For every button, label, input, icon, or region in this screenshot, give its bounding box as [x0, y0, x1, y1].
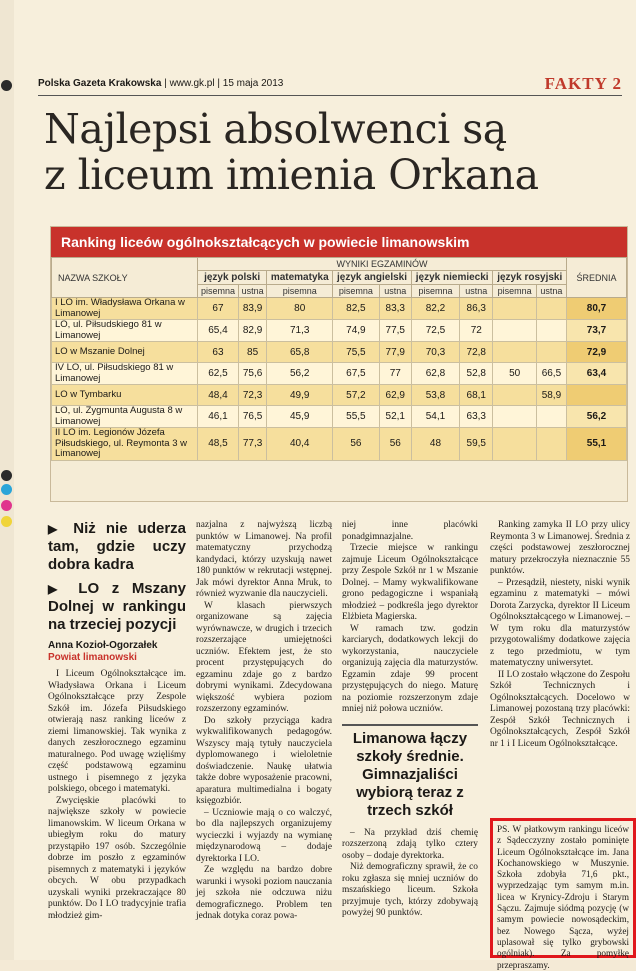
- score-cell: 58,9: [536, 385, 566, 406]
- publication-website: www.gk.pl: [169, 78, 215, 89]
- paragraph: W ramach tzw. godzin karciarych, dodatkowych lekcji do wykorzystania, nauczyciele organizują zajęcia dla maturzystów. Egzamin zdaje 99 procent przystępujących do niego. Maturę na poziomie rozszerzonym zdaje mniej niż połowa uczniów.: [342, 623, 478, 714]
- subject-header: język angielski: [333, 271, 412, 285]
- masthead: Polska Gazeta Krakowska | www.gk.pl | 15 maja 2013 FAKTY 2: [38, 78, 622, 96]
- sub-header-written: pisemna: [333, 285, 379, 298]
- score-cell: [536, 428, 566, 461]
- school-name-cell: LO, ul. Piłsudskiego 81 w Limanowej: [52, 320, 198, 342]
- score-cell: 83,9: [238, 298, 266, 320]
- subheading-2-text: LO z Mszany Dolnej w rankingu na trzeciej pozycji: [48, 580, 186, 633]
- author-name: Anna Kozioł-Ogorzałek: [48, 640, 158, 651]
- score-cell: 48,5: [198, 428, 239, 461]
- sub-header-oral: ustna: [536, 285, 566, 298]
- score-cell: 62,5: [198, 363, 239, 385]
- article-column-4: [490, 520, 630, 750]
- paragraph: Ranking zamyka II LO przy ulicy Reymonta 3 w Limanowej. Średnia z części podstawowej zeszłorocznej matury przekroczyła nieznacznie 55 punktów.: [490, 520, 630, 576]
- score-cell: 72,5: [411, 320, 459, 342]
- author-location: Powiat limanowski: [48, 651, 137, 663]
- score-cell: 82,2: [411, 298, 459, 320]
- col-average-header: ŚREDNIA: [567, 258, 627, 298]
- color-mark-yellow: [1, 516, 12, 527]
- score-cell: [536, 320, 566, 342]
- score-cell: 52,1: [379, 406, 411, 428]
- sub-header-written: pisemna: [411, 285, 459, 298]
- score-cell: 62,9: [379, 385, 411, 406]
- score-cell: 71,3: [267, 320, 333, 342]
- average-cell: 73,7: [567, 320, 627, 342]
- table-row: [52, 342, 627, 363]
- sub-header-oral: ustna: [460, 285, 493, 298]
- color-mark-magenta: [1, 500, 12, 511]
- average-cell: [567, 385, 627, 406]
- score-cell: 62,8: [411, 363, 459, 385]
- paragraph: II LO zostało włączone do Zespołu Szkół Technicznych i Ogólnokształcących. Docelowo w Limanowej pozostaną trzy placówki: Zespół Szkół Technicznych i Ogólnokształcących, Zespół Szkół nr 1 i I Liceum Ogólnokształcące.: [490, 669, 630, 749]
- headline-line-1: Najlepsi absolwenci są: [44, 105, 507, 153]
- score-cell: [493, 406, 536, 428]
- table-row: [52, 428, 627, 461]
- school-name-cell: LO w Tymbarku: [52, 385, 198, 406]
- score-cell: 82,5: [333, 298, 379, 320]
- score-cell: [493, 428, 536, 461]
- subheading-1: ▶ Niż nie uderza tam, gdzie uczy dobra kadra: [48, 520, 187, 573]
- score-cell: 56: [379, 428, 411, 461]
- score-cell: 56: [333, 428, 379, 461]
- score-cell: 52,8: [460, 363, 493, 385]
- score-cell: [536, 406, 566, 428]
- color-mark-cyan: [1, 484, 12, 495]
- publication-date: 15 maja 2013: [222, 78, 284, 89]
- score-cell: [536, 298, 566, 320]
- paragraph: – Na przykład dziś chemię rozszerzoną zdają tylko cztery osoby – dodaje dyrektorka.: [342, 827, 478, 861]
- score-cell: 56,2: [267, 363, 333, 385]
- subheading-2: ▶ LO z Mszany Dolnej w rankingu na trzeciej pozycji: [48, 580, 186, 633]
- score-cell: 59,5: [460, 428, 493, 461]
- score-cell: 48,4: [198, 385, 239, 406]
- score-cell: 67,5: [333, 363, 379, 385]
- school-name-cell: II LO im. Legionów Józefa Piłsudskiego, ul. Reymonta 3 w Limanowej: [52, 428, 198, 461]
- score-cell: 70,3: [411, 342, 459, 363]
- paragraph: niej inne placówki ponadgimnazjalne.: [342, 520, 478, 542]
- sub-header-written: pisemna: [493, 285, 536, 298]
- section-label: FAKTY 2: [544, 74, 622, 93]
- school-name-cell: LO w Mszanie Dolnej: [52, 342, 198, 363]
- score-cell: 74,9: [333, 320, 379, 342]
- publication-name: Polska Gazeta Krakowska: [38, 78, 162, 89]
- score-cell: 49,9: [267, 385, 333, 406]
- school-name-cell: LO, ul. Zygmunta Augusta 8 w Limanowej: [52, 406, 198, 428]
- average-cell: 55,1: [567, 428, 627, 461]
- paragraph: nazjalna z najwyższą liczbą punktów w Limanowej. Na profil matematyczny przychodzą kandydaci, którzy uzyskują nawet 180 punktów w rekrutacji wstępnej. Jak mówi dyrektor Anna Mruk, to również wyzwanie dla nauczycieli.: [196, 520, 332, 599]
- sub-header-oral: ustna: [379, 285, 411, 298]
- average-cell: 72,9: [567, 342, 627, 363]
- score-cell: 48: [411, 428, 459, 461]
- box-heading: Limanowa łączy szkoły średnie. Gimnazjaliści wybiorą teraz z trzech szkół: [342, 724, 478, 820]
- subject-header: język polski: [198, 271, 267, 285]
- score-cell: 72,3: [238, 385, 266, 406]
- paragraph: – Przesądził, niestety, niski wynik egzaminu z matematyki – mówi Dorota Zarzycka, dyrektor II Liceum Ogólnokształcącego w Limanowej. – W tym roku dla maturzystów przygotowaliśmy dodatkowe zajęcia z tego przedmiotu, w tym matematyczny uniwersytet.: [490, 577, 630, 668]
- table-row: [52, 406, 627, 428]
- average-cell: 56,2: [567, 406, 627, 428]
- score-cell: 54,1: [411, 406, 459, 428]
- subject-header: język rosyjski: [493, 271, 567, 285]
- subject-header: matematyka: [267, 271, 333, 285]
- ranking-table-title: Ranking liceów ogólnokształcących w powiecie limanowskim: [51, 227, 627, 257]
- page-margin-strip: [0, 0, 14, 960]
- score-cell: 63: [198, 342, 239, 363]
- headline-line-2: z liceum imienia Orkana: [44, 151, 539, 199]
- correction-note-text: PS. W płatkowym rankingu liceów z Sądecczyzny zostało pominięte Liceum Ogólnokształcące im. Jana Kochanowskiego w Muszynie. Szkoła zdobyła 71,6 pkt., wyprzedzając tym samym m.in. licea w Krynicy-Zdroju i Starym Sączu. Zajmuje siódmą pozycję (w samym powiecie nowosądeckim, bez Nowego Sącza, wyżej uplasował się tylko grybowski ogólniak). Za pomyłkę przepraszamy.: [497, 824, 629, 970]
- score-cell: 75,5: [333, 342, 379, 363]
- paragraph: I Liceum Ogólnokształcące im. Władysława Orkana i Liceum Ogólnokształcące przy Zespole Szkół im. Józefa Piłsudskiego otwierają nasz ranking liceów z ziemi limanowskiej. Tak wynika z danych zeszłorocznego egzaminu maturalnego. Pod uwagę wzięliśmy część podstawową egzaminu ustnego i pisemnego z języka polskiego, obcego i matematyki.: [48, 669, 186, 794]
- average-cell: 63,4: [567, 363, 627, 385]
- score-cell: 72,8: [460, 342, 493, 363]
- score-cell: 63,3: [460, 406, 493, 428]
- sub-header-oral: ustna: [238, 285, 266, 298]
- score-cell: [493, 298, 536, 320]
- score-cell: 65,8: [267, 342, 333, 363]
- binding-hole: [1, 80, 12, 91]
- school-name-cell: IV LO, ul. Piłsudskiego 81 w Limanowej: [52, 363, 198, 385]
- score-cell: 65,4: [198, 320, 239, 342]
- score-cell: 86,3: [460, 298, 493, 320]
- paragraph: Ze względu na bardzo dobre warunki i wysoki poziom nauczania jej szkoła nie odczuwa niżu demograficznego. Problem ten jednak dotyka coraz powa-: [196, 865, 332, 921]
- score-cell: 77,3: [238, 428, 266, 461]
- paragraph: Do szkoły przyciąga kadra wykwalifikowanych pedagogów. Wszyscy mają tytuły nauczyciela dyplomowanego i wieloletnie doświadczenie. Naukę ułatwia także dobre wyposażenie pracowni, aparatura multimedialna i bogaty księgozbiór.: [196, 715, 332, 806]
- average-cell: 80,7: [567, 298, 627, 320]
- col-results-header: WYNIKI EGZAMINÓW: [198, 258, 567, 271]
- score-cell: 75,6: [238, 363, 266, 385]
- article-column-3: [342, 520, 478, 920]
- paragraph: Niż demograficzny sprawił, że co roku zgłasza się mniej uczniów do mszańskiego liceum. Szkoła przyjmuje tych, którzy zdobywają powyżej 90 punktów.: [342, 862, 478, 918]
- score-cell: [536, 342, 566, 363]
- score-cell: 67: [198, 298, 239, 320]
- paragraph: Zwycięskie placówki to największe szkoły w powiecie limanowskim. W liceum Orkana w ubiegłym roku do matury przystąpiło 197 osób. Szczególnie dobrze im poszło z egzaminów pisemnych z matematyki i języków obcych. W obu przypadkach uzyskali wyniki przekraczające 80 punktów. Do I LO tradycyjnie trafia młodzież gim-: [48, 795, 186, 921]
- table-row: [52, 298, 627, 320]
- score-cell: 45,9: [267, 406, 333, 428]
- article-column-1: [48, 520, 186, 922]
- score-cell: 40,4: [267, 428, 333, 461]
- article-column-2: [196, 520, 332, 923]
- table-row: [52, 363, 627, 385]
- ranking-table: [51, 257, 627, 461]
- score-cell: 72: [460, 320, 493, 342]
- score-cell: 77: [379, 363, 411, 385]
- sub-header-written: pisemna: [267, 285, 333, 298]
- score-cell: 57,2: [333, 385, 379, 406]
- score-cell: 46,1: [198, 406, 239, 428]
- sub-header-written: pisemna: [198, 285, 239, 298]
- score-cell: 55,5: [333, 406, 379, 428]
- headline: [44, 106, 634, 198]
- paragraph: W klasach pierwszych organizowane są zajęcia wyrównawcze, w drugich i trzecich rozszerzające umiejętności uczniów. Efektem jest, że sto procent przystępujących do egzaminu zdaje go z bardzo dobrymi wynikami. Zdecydowana większość wybiera poziom rozszerzony egzaminów.: [196, 600, 332, 714]
- school-name-cell: I LO im. Władysława Orkana w Limanowej: [52, 298, 198, 320]
- score-cell: 77,9: [379, 342, 411, 363]
- correction-note-box: [490, 818, 636, 970]
- score-cell: [493, 342, 536, 363]
- subheading-1-text: Niż nie uderza tam, gdzie uczy dobra kadra: [48, 520, 187, 573]
- score-cell: 50: [493, 363, 536, 385]
- subject-header: język niemiecki: [411, 271, 493, 285]
- table-row: [52, 320, 627, 342]
- binding-hole: [1, 470, 12, 481]
- table-row: [52, 385, 627, 406]
- paragraph: – Uczniowie mają o co walczyć, bo dla najlepszych organizujemy wycieczki i wyjazdy na wymianę międzynarodową – dodaje dyrektorka I LO.: [196, 807, 332, 864]
- score-cell: 76,5: [238, 406, 266, 428]
- ranking-table-box: [50, 226, 628, 502]
- score-cell: 68,1: [460, 385, 493, 406]
- score-cell: 82,9: [238, 320, 266, 342]
- score-cell: 77,5: [379, 320, 411, 342]
- score-cell: [493, 320, 536, 342]
- score-cell: 83,3: [379, 298, 411, 320]
- paragraph: Trzecie miejsce w rankingu zajmuje Liceum Ogólnokształcące przy Zespole Szkół nr 1 w Mszanie Dolnej. – Mamy wykwalifikowane grono pedagogiczne i wspaniałą młodzież – podkreśla jego dyrektor Elżbieta Magierska.: [342, 543, 478, 622]
- col-school-header: NAZWA SZKOŁY: [52, 258, 198, 298]
- score-cell: 53,8: [411, 385, 459, 406]
- score-cell: 85: [238, 342, 266, 363]
- score-cell: 66,5: [536, 363, 566, 385]
- score-cell: 80: [267, 298, 333, 320]
- score-cell: [493, 385, 536, 406]
